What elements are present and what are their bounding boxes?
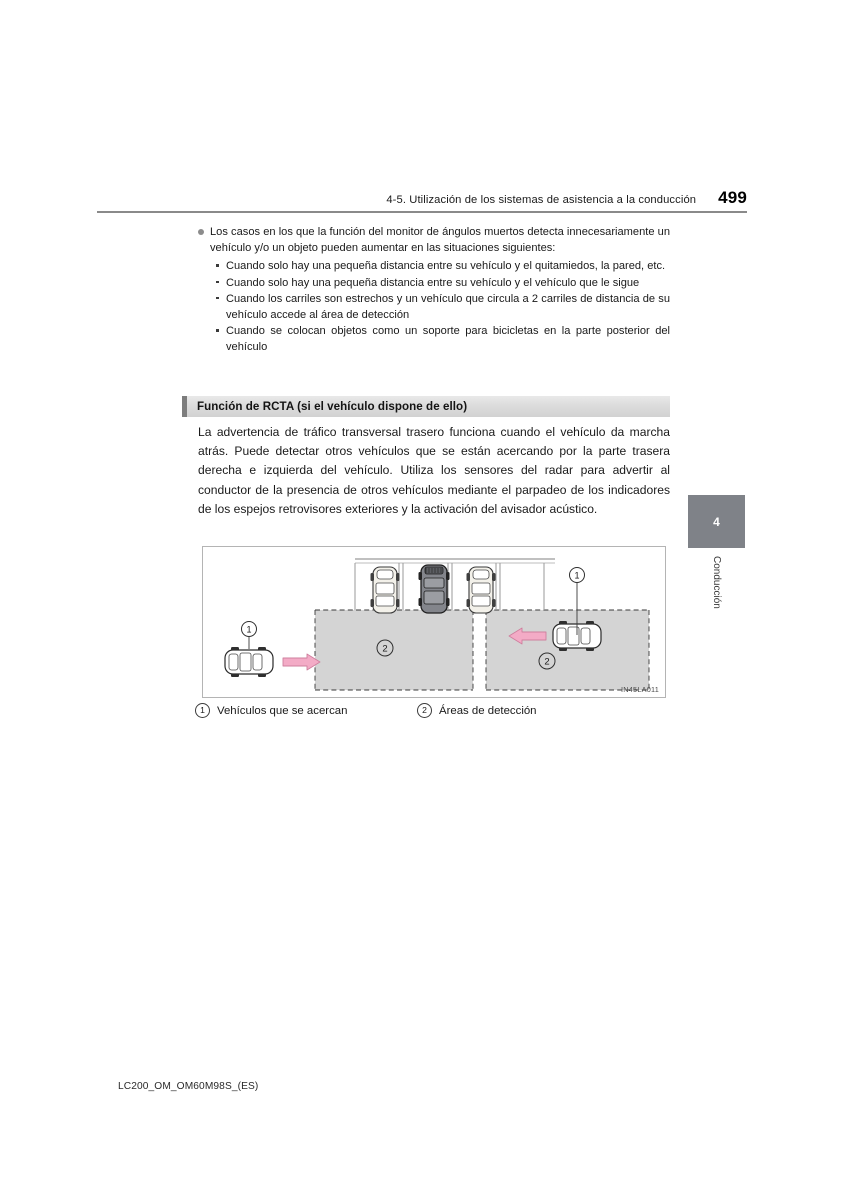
list-item <box>214 258 670 274</box>
circled-number-2-icon: 2 <box>417 703 432 718</box>
parked-vehicle-right <box>467 567 496 613</box>
callout-1-left <box>242 622 257 650</box>
svg-text:2: 2 <box>382 643 388 655</box>
page-number: 499 <box>718 188 747 207</box>
list-item <box>214 275 670 291</box>
svg-text:1: 1 <box>574 570 580 581</box>
bullet-lead-text: Los casos en los que la función del monitor de ángulos muertos detecta innecesariamente un vehículo y/o un objeto pueden aumentar en las situaciones siguientes: <box>210 226 670 255</box>
subject-vehicle <box>419 565 450 613</box>
list-item-text: Cuando solo hay una pequeña distancia entre su vehículo y el vehículo que le sigue <box>226 276 640 289</box>
list-item <box>214 323 670 355</box>
header-divider <box>97 211 747 213</box>
section-body-paragraph: La advertencia de tráfico transversal trasero funciona cuando el vehículo da marcha atrás. Puede detectar otros vehículos que se están acercando por la parte trasera derecha e izquierda del vehículo. Utiliza los sensores del radar para advertir al conductor de la presencia de otros vehículos mediante el parpadeo de los indicadores de los espejos retrovisores exteriores y la activación del avisador acústico. <box>198 425 670 516</box>
square-bullet-icon <box>216 297 219 300</box>
list-item-text: Cuando se colocan objetos como un soporte para bicicletas en la parte posterior del vehículo <box>226 325 670 354</box>
caption-entry-2-text: Áreas de detección <box>439 704 537 717</box>
bullet-lead-row <box>198 224 670 256</box>
bullet-sub-list <box>198 258 670 355</box>
approaching-vehicle-left <box>225 647 273 677</box>
list-item-text: Cuando los carriles son estrechos y un vehículo que circula a 2 carriles de distancia de su vehículo accede al área de detección <box>226 292 670 322</box>
list-item-text: Cuando solo hay una pequeña distancia entre su vehículo y el quitamiedos, la pared, etc. <box>226 260 666 273</box>
caption-entry-1-text: Vehículos que se acercan <box>217 704 348 717</box>
chapter-tab-number: 4 <box>713 514 720 529</box>
caption-entry-1 <box>195 703 417 718</box>
footer-document-code: LC200_OM_OM60M98S_(ES) <box>118 1081 259 1092</box>
parked-vehicle-left <box>371 567 400 613</box>
chapter-tab <box>688 495 745 548</box>
section-heading-title: Función de RCTA (si el vehículo dispone de ello) <box>197 400 468 413</box>
section-heading-bar <box>182 396 670 417</box>
svg-text:1: 1 <box>246 624 252 635</box>
rcta-diagram-figure <box>202 546 666 698</box>
detection-area-right-fill <box>486 610 649 690</box>
motion-arrow-left <box>283 654 320 670</box>
warning-bullet-block <box>198 224 670 356</box>
svg-text:2: 2 <box>544 656 550 668</box>
reverse-lane-gap <box>473 610 486 690</box>
bullet-dot-icon <box>198 229 204 235</box>
square-bullet-icon <box>216 329 219 332</box>
page-header <box>97 188 747 208</box>
chapter-tab-label: Conducción <box>711 556 722 609</box>
header-section-title: 4-5. Utilización de los sistemas de asistencia a la conducción <box>386 194 697 206</box>
figure-code-label: IN45LA011 <box>621 685 659 694</box>
circled-number-1-icon: 1 <box>195 703 210 718</box>
caption-entry-2 <box>417 703 537 718</box>
figure-caption <box>195 703 675 718</box>
detection-area-left-fill <box>315 610 473 690</box>
chapter-tab-label-wrap <box>688 556 745 612</box>
rcta-diagram-svg <box>203 547 665 697</box>
square-bullet-icon <box>216 281 219 284</box>
list-item <box>214 291 670 323</box>
callout-2-right <box>539 653 555 669</box>
square-bullet-icon <box>216 264 219 267</box>
